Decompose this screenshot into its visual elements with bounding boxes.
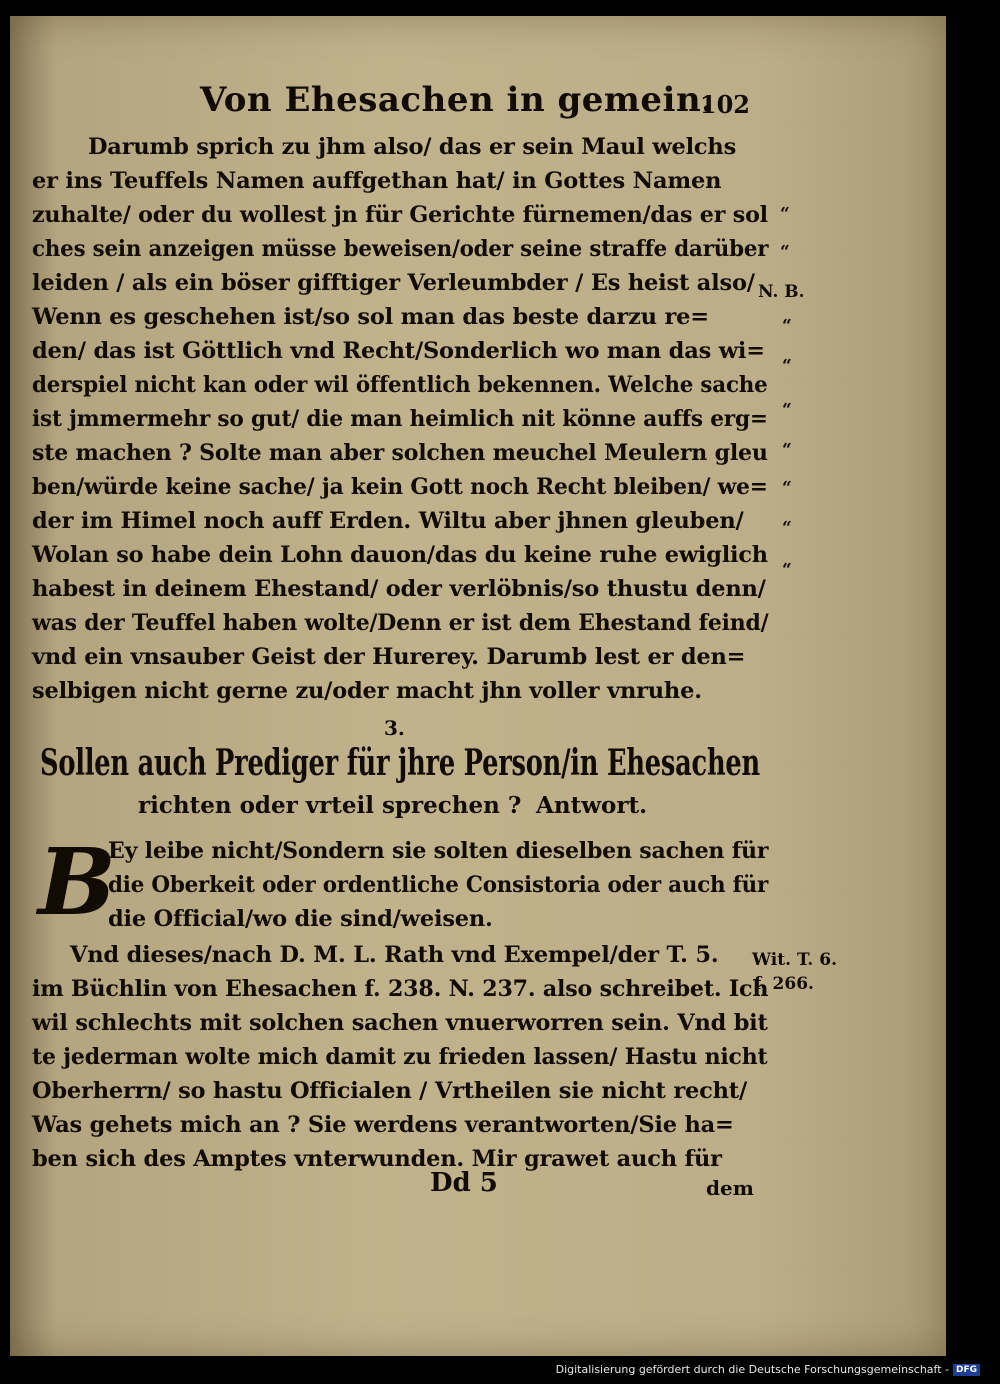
text-line: derspiel nicht kan oder wil öffentlich bekennen. Welche sache: [32, 372, 768, 398]
text-line: te jederman wolte mich damit zu frieden lassen/ Hastu nicht: [32, 1044, 768, 1070]
text-line: ben sich des Amptes vnterwunden. Mir grawet auch für: [32, 1146, 722, 1172]
margin-quote-mark: “: [782, 478, 792, 498]
text-line: Wenn es geschehen ist/so sol man das beste darzu re=: [32, 304, 709, 330]
text-line: selbigen nicht gerne zu/oder macht jhn voller vnruhe.: [32, 678, 702, 704]
text-line: Ey leibe nicht/Sondern sie solten dieselben sachen für: [108, 838, 769, 864]
margin-note-reference: Wit. T. 6.: [752, 950, 837, 970]
margin-quote-mark: “: [780, 204, 790, 224]
text-line: Darumb sprich zu jhm also/ das er sein Maul welchs: [88, 134, 737, 160]
margin-quote-mark: “: [782, 440, 792, 460]
text-line: er ins Teuffels Namen auffgethan hat/ in Gottes Namen: [32, 168, 722, 194]
page-header: [190, 80, 750, 128]
margin-quote-mark: “: [782, 356, 792, 376]
text-line: im Büchlin von Ehesachen f. 238. N. 237. also schreibet. Ich: [32, 976, 769, 1002]
text-line: ben/würde keine sache/ ja kein Gott noch Recht bleiben/ we=: [32, 474, 768, 500]
signature-mark: Dd 5: [430, 1168, 498, 1198]
section-number: 3.: [384, 716, 405, 740]
section-question: Sollen auch Prediger für jhre Person/in Ehesachen: [40, 742, 760, 784]
text-line: wil schlechts mit solchen sachen vnuerworren sein. Vnd bit: [32, 1010, 768, 1036]
section-question-continued: richten oder vrteil sprechen ?: [138, 792, 522, 819]
margin-quote-mark: “: [782, 518, 792, 538]
text-line: die Oberkeit oder ordentliche Consistoria oder auch für: [108, 872, 769, 898]
footer-text: Digitalisierung gefördert durch die Deutsche Forschungsgemeinschaft -: [555, 1363, 949, 1376]
text-line: die Official/wo die sind/weisen.: [108, 906, 493, 932]
text-line: ist jmmermehr so gut/ die man heimlich nit könne auffs erg=: [32, 406, 768, 432]
answer-label: Antwort.: [536, 792, 648, 819]
text-line: leiden / als ein böser gifftiger Verleumbder / Es heist also/: [32, 270, 755, 296]
text-line: Wolan so habe dein Lohn dauon/das du keine ruhe ewiglich: [32, 542, 768, 568]
text-line: was der Teuffel haben wolte/Denn er ist dem Ehestand feind/: [32, 610, 769, 636]
text-line: Oberherrn/ so hastu Officialen / Vrtheilen sie nicht recht/: [32, 1078, 748, 1104]
margin-quote-mark: “: [782, 560, 792, 580]
margin-quote-mark: “: [782, 316, 792, 336]
text-line: den/ das ist Göttlich vnd Recht/Sonderlich wo man das wi=: [32, 338, 765, 364]
book-page: [10, 16, 946, 1356]
dfg-logo-icon: DFG: [953, 1364, 980, 1376]
running-title: Von Ehesachen in gemein.: [200, 80, 714, 120]
text-line: Was gehets mich an ? Sie werdens verantworten/Sie ha=: [32, 1112, 734, 1138]
drop-cap: B: [38, 828, 116, 936]
text-line: zuhalte/ oder du wollest jn für Gerichte fürnemen/das er sol: [32, 202, 768, 228]
margin-quote-mark: “: [782, 400, 792, 420]
text-line: der im Himel noch auff Erden. Wiltu aber jhnen gleuben/: [32, 508, 744, 534]
catchword: dem: [706, 1176, 754, 1200]
margin-note-nb: N. B.: [758, 282, 805, 302]
margin-quote-mark: “: [780, 242, 790, 262]
page-number: 102: [699, 90, 750, 119]
text-line: ste machen ? Solte man aber solchen meuchel Meulern gleu: [32, 440, 768, 466]
digitization-footer: [556, 1363, 980, 1376]
margin-note-reference: f. 266.: [754, 974, 814, 994]
text-line: habest in deinem Ehestand/ oder verlöbnis/so thustu denn/: [32, 576, 766, 602]
text-line: vnd ein vnsauber Geist der Hurerey. Darumb lest er den=: [32, 644, 746, 670]
text-line: ches sein anzeigen müsse beweisen/oder seine straffe darüber: [32, 236, 769, 262]
text-line: Vnd dieses/nach D. M. L. Rath vnd Exempel/der T. 5.: [70, 942, 719, 968]
